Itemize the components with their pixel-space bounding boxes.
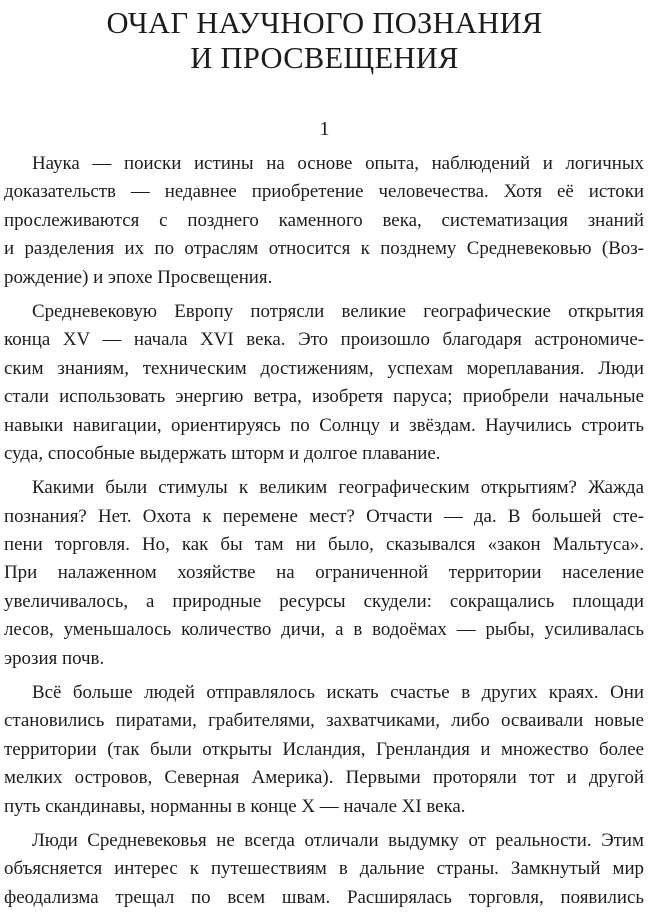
text-line: Какими были стимулы к великим географическим открытиям? Жажда [32, 477, 644, 499]
text-line: лесов, уменьшалось количество дичи, а в водоёмах — рыбы, усиливалась [4, 619, 644, 641]
chapter-title-line: ОЧАГ НАУЧНОГО ПОЗНАНИЯ [106, 6, 543, 40]
section-number: 1 [319, 118, 330, 140]
text-line: Люди Средневековья не всегда отличали выдумку от реальности. Этим [32, 829, 644, 851]
text-line: путь скандинавы, норманны в конце X — начале XI века. [4, 795, 466, 817]
text-line: и разделения их по отраслям относится к позднему Средневековью (Воз- [4, 238, 644, 260]
text-line: эрозия почв. [4, 647, 105, 669]
chapter-title-line: И ПРОСВЕЩЕНИЯ [190, 41, 459, 75]
text-line: Средневековую Европу потрясли великие географические открытия [32, 300, 644, 322]
paragraph [4, 827, 644, 912]
text-line: пени торговля. Но, как бы там ни было, сказывался «закон Мальтуса». [4, 534, 644, 556]
text-line: увеличивалось, а природные ресурсы скудели: сокращались площади [4, 590, 644, 612]
text-line: При налаженном хозяйстве на ограниченной территории население [4, 562, 644, 584]
text-line: прослеживаются с позднего каменного века, систематизация знаний [4, 209, 644, 231]
text-line: объясняется интерес к путешествиям в дальние страны. Замкнутый мир [4, 858, 644, 880]
text-line: Всё больше людей отправлялось искать счастье в других краях. Они [32, 682, 644, 704]
text-line: мелких островов, Северная Америка). Первыми проторяли тот и другой [4, 767, 644, 789]
text-line: территории (так были открыты Исландия, Гренландия и множество более [4, 738, 644, 760]
text-line: феодализма трещал по всем швам. Расширялась торговля, появились [4, 886, 644, 908]
text-line: стали использовать энергию ветра, изобретя паруса; приобрели начальные [4, 386, 644, 408]
text-line: ским знаниям, техническим достижениям, успехам мореплавания. Люди [4, 357, 644, 379]
text-line: познания? Нет. Охота к перемене мест? Отчасти — да. В большей сте- [4, 505, 644, 527]
text-line: рождение) и эпохе Просвещения. [4, 266, 273, 288]
paragraph [4, 298, 644, 468]
paragraph [4, 679, 644, 821]
chapter-title [0, 6, 649, 76]
text-line: навыки навигации, ориентируясь по Солнцу и звёздам. Научились строить [4, 414, 644, 436]
text-line: доказательств — недавнее приобретение человечества. Хотя её истоки [4, 181, 644, 203]
body-text [4, 150, 644, 918]
text-line: конца XV — начала XVI века. Это произошло благодаря астрономиче- [4, 329, 644, 351]
paragraph [4, 150, 644, 292]
paragraph [4, 474, 644, 673]
text-line: суда, способные выдержать шторм и долгое плавание. [4, 442, 441, 464]
text-line: становились пиратами, грабителями, захватчиками, либо осваивали новые [4, 710, 644, 732]
text-line: Наука — поиски истины на основе опыта, наблюдений и логичных [32, 153, 644, 174]
